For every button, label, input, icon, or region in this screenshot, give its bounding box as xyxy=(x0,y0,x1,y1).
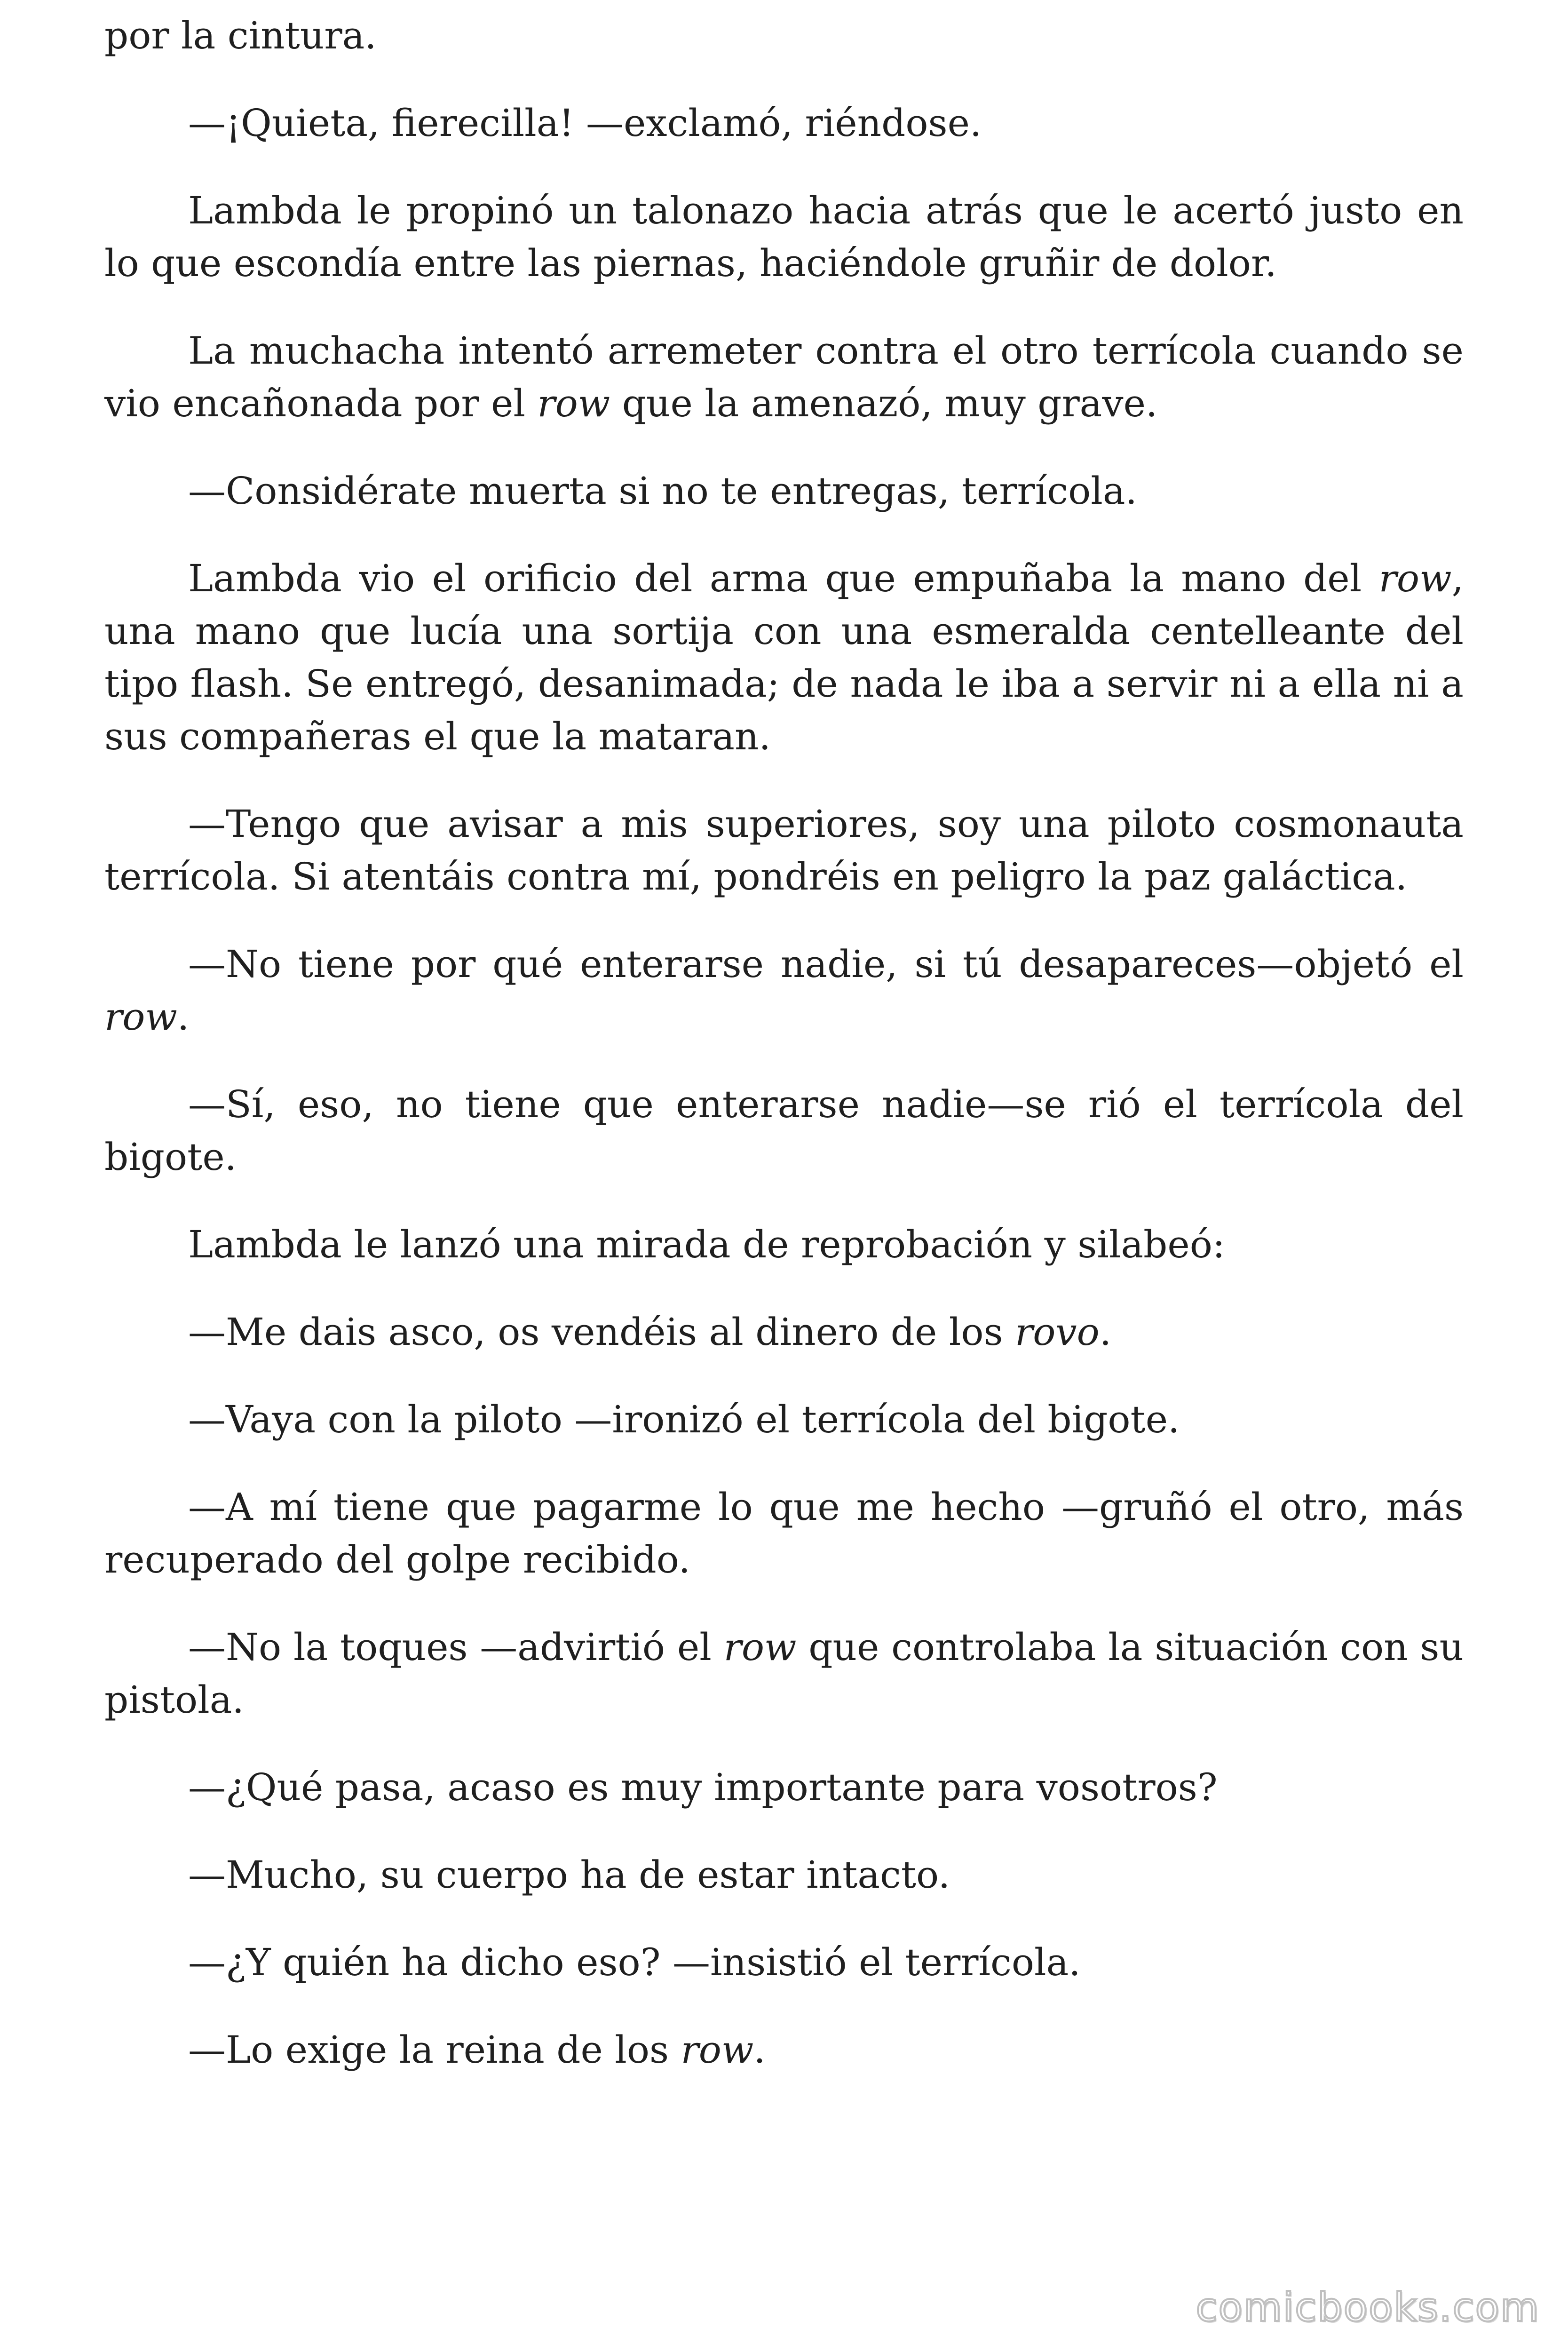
paragraph xyxy=(104,97,1464,150)
italic-text: row xyxy=(681,2028,754,2072)
paragraph xyxy=(104,798,1464,903)
italic-text: rovo xyxy=(1015,1310,1100,1354)
text-run: —Sí, eso, no tiene que enterarse nadie—se rió el terrícola del bigote. xyxy=(104,1082,1464,1179)
paragraph xyxy=(104,1306,1464,1359)
italic-text: row xyxy=(104,995,177,1039)
watermark-logo: comicbooks.com xyxy=(1196,2284,1540,2330)
text-run: —Vaya con la piloto —ironizó el terrícola del bigote. xyxy=(188,1398,1180,1441)
text-run: —Me dais asco, os vendéis al dinero de los xyxy=(188,1310,1015,1354)
paragraph xyxy=(104,938,1464,1043)
text-run: La muchacha intentó arremeter contra el otro terrícola cuando se vio encañonada por el xyxy=(104,329,1464,425)
text-run: , una mano que lucía una sortija con una esmeralda centelleante del tipo flash. Se entregó, desanimada; de nada le iba a servir ni a ella ni a sus compañeras el que la mataran. xyxy=(104,556,1464,758)
paragraph xyxy=(104,9,1464,62)
paragraph xyxy=(104,1393,1464,1446)
paragraph xyxy=(104,325,1464,430)
text-run: Lambda le propinó un talonazo hacia atrás que le acertó justo en lo que escondía entre las piernas, haciéndole gruñir de dolor. xyxy=(104,189,1464,285)
text-run: —¿Qué pasa, acaso es muy importante para vosotros? xyxy=(188,1765,1218,1809)
text-run: que controlaba la situación con su pistola. xyxy=(104,1625,1464,1722)
text-run: que la amenazó, muy grave. xyxy=(610,381,1158,425)
page-text xyxy=(104,9,1464,2111)
text-run: —Tengo que avisar a mis superiores, soy una piloto cosmonauta terrícola. Si atentáis contra mí, pondréis en peligro la paz galáctica. xyxy=(104,802,1464,898)
text-run: —¡Quieta, fierecilla! —exclamó, riéndose. xyxy=(188,101,982,145)
italic-text: row xyxy=(723,1625,797,1669)
text-run: Lambda vio el orificio del arma que empuñaba la mano del xyxy=(188,556,1379,600)
text-run: . xyxy=(753,2028,766,2072)
text-run: Lambda le lanzó una mirada de reprobación y silabeó: xyxy=(188,1223,1225,1266)
text-run: . xyxy=(1099,1310,1112,1354)
paragraph xyxy=(104,1621,1464,1726)
italic-text: row xyxy=(537,381,610,425)
text-run: . xyxy=(177,995,190,1039)
paragraph xyxy=(104,1849,1464,1901)
text-run: —Lo exige la reina de los xyxy=(188,2028,681,2072)
paragraph xyxy=(104,1218,1464,1271)
italic-text: row xyxy=(1378,556,1452,600)
text-run: —No tiene por qué enterarse nadie, si tú desapareces—objetó el xyxy=(188,942,1464,986)
text-run: por la cintura. xyxy=(104,14,377,57)
text-run: —A mí tiene que pagarme lo que me hecho —gruñó el otro, más recuperado del golpe recibido. xyxy=(104,1485,1464,1581)
paragraph xyxy=(104,465,1464,517)
text-run: —¿Y quién ha dicho eso? —insistió el terrícola. xyxy=(188,1940,1081,1984)
text-run: —Considérate muerta si no te entregas, terrícola. xyxy=(188,469,1137,513)
paragraph xyxy=(104,1761,1464,1814)
paragraph xyxy=(104,1078,1464,1184)
text-run: —Mucho, su cuerpo ha de estar intacto. xyxy=(188,1853,950,1897)
paragraph xyxy=(104,1936,1464,1989)
paragraph xyxy=(104,1481,1464,1586)
text-run: —No la toques —advirtió el xyxy=(188,1625,724,1669)
paragraph xyxy=(104,552,1464,763)
paragraph xyxy=(104,184,1464,290)
paragraph xyxy=(104,2024,1464,2076)
